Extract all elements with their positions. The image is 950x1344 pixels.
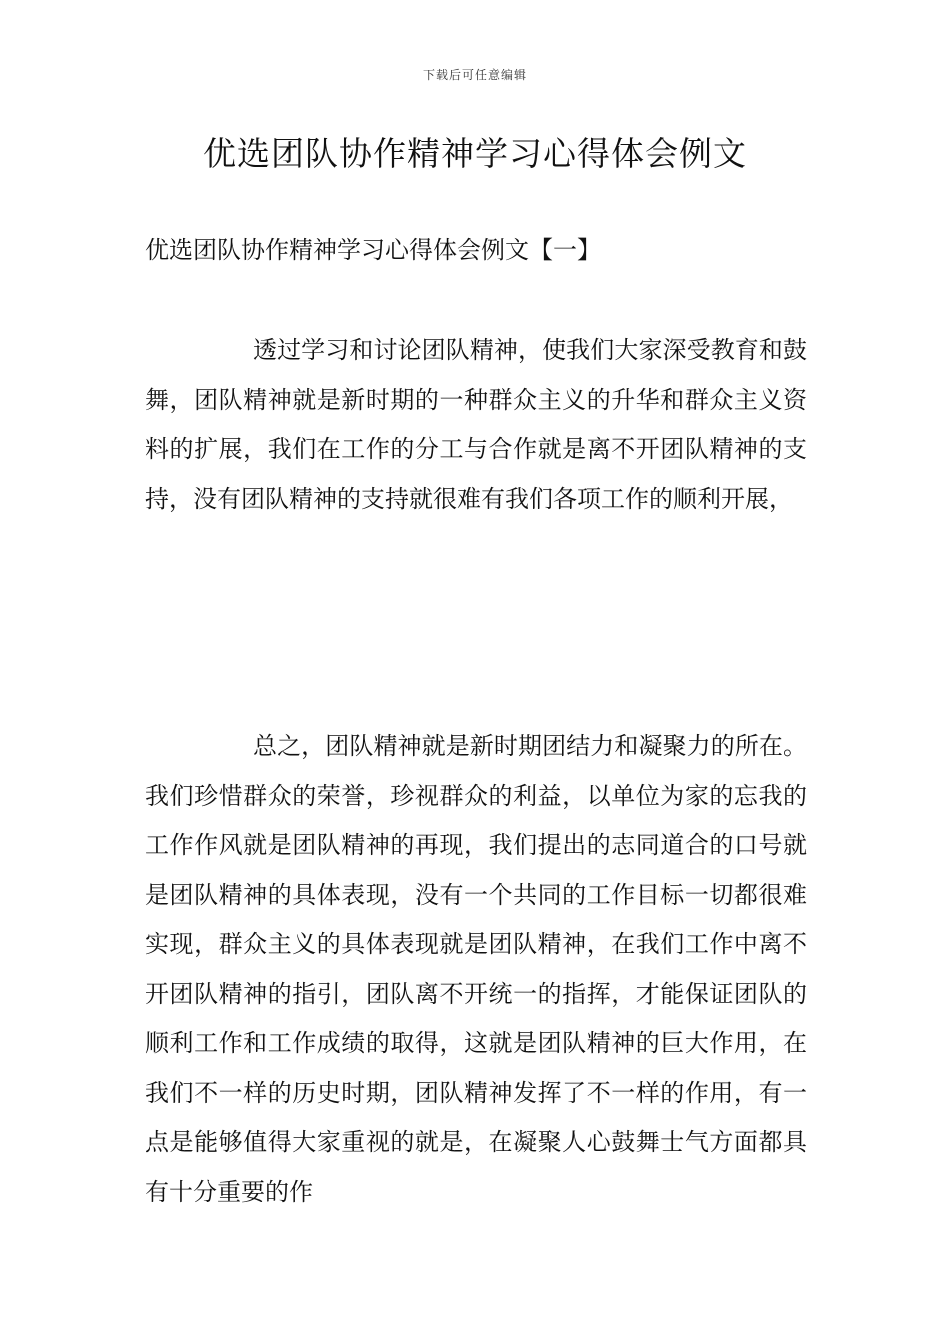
paragraph-2: 总之，团队精神就是新时期团结力和凝聚力的所在。我们珍惜群众的荣誉，珍视群众的利益，以单位为家的忘我的工作作风就是团队精神的再现，我们提出的志同道合的口号就是团队精神的具体表现，没有一个共同的工作目标一切都很难实现，群众主义的具体表现就是团队精神，在我们工作中离不开团队精神的指引，团队离不开统一的指挥，才能保证团队的顺利工作和工作成绩的取得，这就是团队精神的巨大作用，在我们不一样的历史时期，团队精神发挥了不一样的作用，有一点是能够值得大家重视的就是，在凝聚人心鼓舞士气方面都具有十分重要的作 bbox=[145, 732, 807, 1206]
paragraph-1: 透过学习和讨论团队精神，使我们大家深受教育和鼓舞，团队精神就是新时期的一种群众主义的升华和群众主义资料的扩展，我们在工作的分工与合作就是离不开团队精神的支持，没有团队精神的支持就很难有我们各项工作的顺利开展， bbox=[145, 336, 807, 513]
document-title: 优选团队协作精神学习心得体会例文 bbox=[203, 134, 747, 173]
header-note: 下载后可任意编辑 bbox=[422, 68, 527, 82]
section-heading: 优选团队协作精神学习心得体会例文【一】 bbox=[145, 236, 601, 264]
